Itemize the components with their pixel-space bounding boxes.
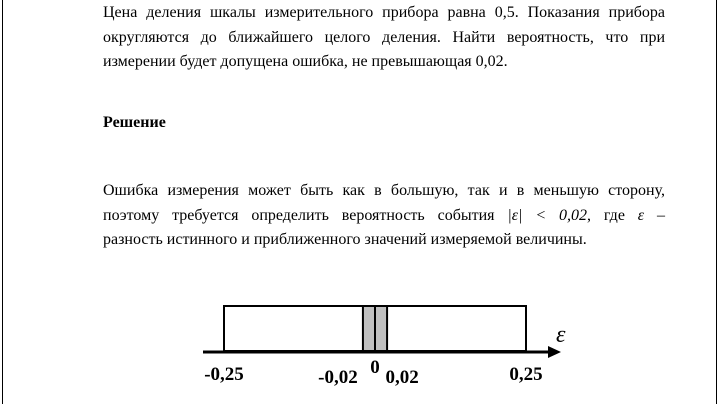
problem-statement: [103, 1, 665, 75]
tick-label: 0,02: [385, 367, 419, 388]
solution-line-2-before: поэтому требуется определить вероятность события: [103, 206, 508, 224]
tick-label: 0,25: [509, 364, 543, 385]
solution-text: [103, 179, 665, 253]
solution-line-3: разность истинного и приближенного значений измеряемой величины.: [103, 231, 587, 248]
tick-labels: [204, 357, 542, 388]
tick-label: -0,25: [204, 364, 244, 385]
error-interval-diagram: [0, 290, 720, 404]
solution-line-2-after: –: [644, 206, 665, 224]
problem-line-1: Цена деления шкалы измерительного прибора равна 0,5. Показания прибора: [103, 4, 665, 21]
solution-line-1: Ошибка измерения может быть как в большую, так и в меньшую сторону,: [103, 182, 665, 199]
solution-line-2-middle: , где: [587, 206, 638, 224]
problem-line-2: округляются до ближайшего целого деления. Найти вероятность, что при: [103, 28, 665, 46]
tick-label: -0,02: [318, 367, 358, 388]
tick-label: 0: [370, 357, 380, 378]
event-condition: |ε| < 0,02: [507, 206, 588, 224]
problem-line-3: измерении будет допущена ошибка, не превышающая 0,02.: [103, 53, 508, 70]
solution-heading: Решение: [103, 114, 166, 131]
axis-label-epsilon: ε: [556, 322, 566, 348]
epsilon-symbol: ε: [637, 206, 645, 224]
